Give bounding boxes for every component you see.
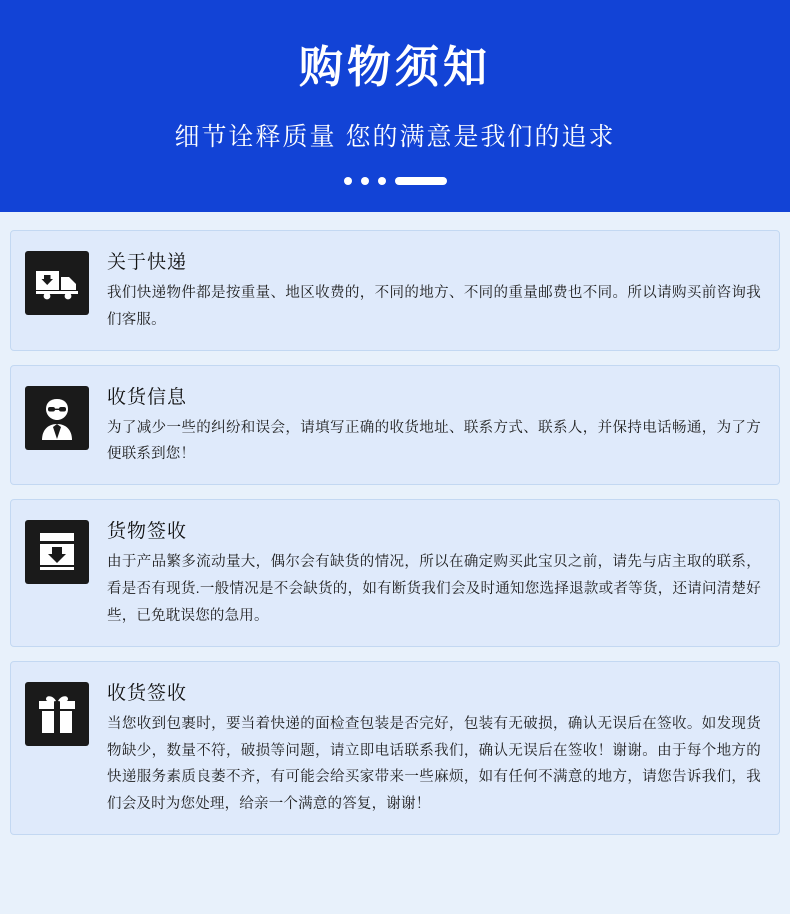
dot-icon [361,177,369,185]
dot-bar-icon [395,177,447,185]
decorative-dots [344,177,447,185]
notice-card-body [107,516,761,629]
person-contact-icon [25,386,89,450]
notice-card-body [107,247,761,334]
notice-card-shipping [10,230,780,351]
notice-card-title: 货物签收 [107,521,188,543]
notice-card-title: 收货签收 [107,682,188,704]
dot-icon [378,177,386,185]
notice-card-text: 由于产品繁多流动量大，偶尔会有缺货的情况，所以在确定购买此宝贝之前，请先与店主取的联系，看是否有现货.一般情况是不会缺货的，如有断货我们会及时通知您选择退款或者等货，还请问清楚好些，已免耽误您的急用。 [107,554,761,624]
notice-card-title: 关于快递 [107,252,188,273]
notice-card-text: 当您收到包裹时，要当着快递的面检查包装是否完好，包装有无破损，确认无误后在签收。如发现货物缺少，数量不符，破损等问题，请立即电话联系我们，确认无误后在签收！谢谢。由于每个地方的快递服务素质良萎不齐，有可能会给买家带来一些麻烦，如有任何不满意的地方，请您告诉我们，我们会及时为您处理，给亲一个满意的答复，谢谢！ [107,715,761,813]
notice-card-body [107,382,761,469]
notice-card-title: 收货信息 [107,386,188,408]
notice-list [0,212,790,859]
notice-card-receiver-info [10,365,780,486]
notice-card-package-check [10,661,780,835]
page-subtitle: 细节诠释质量 您的满意是我们的追求 [174,122,616,151]
notice-card-text: 我们快递物件都是按重量、地区收费的，不同的地方、不同的重量邮费也不同。所以请购买前咨询我们客服。 [107,285,761,328]
notice-card-body [107,678,761,818]
delivery-truck-icon [25,251,89,315]
page-header [0,0,790,212]
notice-card-goods-signoff [10,499,780,646]
gift-box-icon [25,682,89,746]
page-title: 购物须知 [299,43,491,92]
package-download-icon [25,520,89,584]
notice-card-text: 为了减少一些的纠纷和误会，请填写正确的收货地址、联系方式、联系人，并保持电话畅通，为了方便联系到您！ [107,419,761,463]
dot-icon [344,177,352,185]
